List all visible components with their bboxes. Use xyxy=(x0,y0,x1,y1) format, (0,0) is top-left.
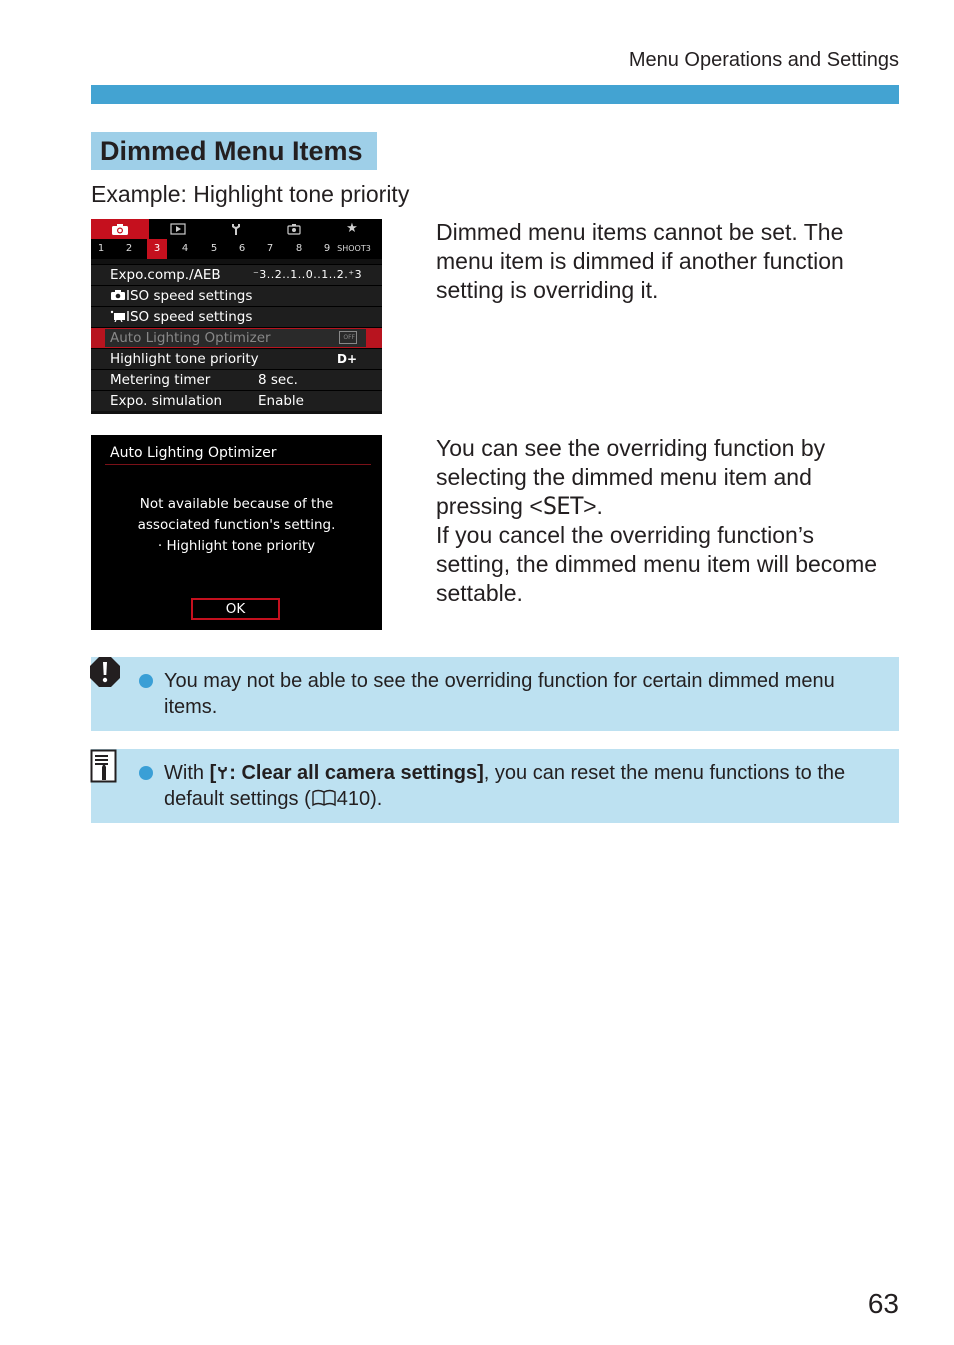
tab-playback[interactable] xyxy=(149,219,207,239)
memo-text xyxy=(164,760,884,812)
sub-tab-3[interactable]: 3 xyxy=(147,239,167,259)
exposure-scale: ⁻3..2..1..0..1..2.⁺3 xyxy=(253,268,363,281)
camera-icon xyxy=(110,289,126,301)
menu-item-highlight-tone-priority[interactable] xyxy=(91,348,382,369)
text-fragment: >. xyxy=(583,493,603,519)
menu-item-value: 8 sec. xyxy=(258,372,298,388)
menu-item-label: ISO speed settings xyxy=(126,288,253,304)
sub-tab-8[interactable]: 8 xyxy=(295,243,303,254)
dialog-message-line: associated function's setting. xyxy=(137,517,336,533)
wrench-icon xyxy=(216,765,229,781)
dialog-divider xyxy=(105,464,371,465)
menu-item-label-wrap xyxy=(110,286,252,306)
menu-item-expo-simulation[interactable] xyxy=(91,390,382,411)
camera-dialog-screen xyxy=(91,435,382,630)
paragraph-line: You can see the overriding function by xyxy=(436,435,826,461)
menu-item-label: Highlight tone priority xyxy=(110,351,259,367)
menu-item-label: Metering timer xyxy=(110,372,211,388)
tab-label: SHOOT3 xyxy=(337,244,371,253)
memo-icon xyxy=(90,749,118,783)
tab-shooting[interactable] xyxy=(91,219,149,239)
set-button-glyph: SET xyxy=(542,492,584,520)
running-header: Menu Operations and Settings xyxy=(628,49,899,71)
paragraph-overriding-function xyxy=(436,434,906,608)
book-icon xyxy=(311,789,337,807)
sub-tab-9[interactable]: 9 xyxy=(323,243,331,254)
sub-tab-4[interactable]: 4 xyxy=(181,243,189,254)
menu-item-label: Expo. simulation xyxy=(110,393,223,409)
menu-item-iso-photo[interactable] xyxy=(91,285,382,306)
text-fragment: pressing < xyxy=(436,493,543,519)
sub-tab-2[interactable]: 2 xyxy=(125,243,133,254)
paragraph-line xyxy=(436,492,906,521)
text-fragment: , you can reset the menu functions to the default settings ( xyxy=(164,762,846,810)
custom-icon xyxy=(287,223,301,235)
menu-item-value: Enable xyxy=(258,393,304,409)
menu-item-auto-lighting-optimizer[interactable] xyxy=(91,327,382,348)
text-fragment: ). xyxy=(370,788,383,810)
text-fragment: : Clear all camera settings] xyxy=(229,762,484,784)
caution-icon xyxy=(90,657,120,687)
wrench-icon xyxy=(230,223,242,236)
sub-tab-1[interactable]: 1 xyxy=(97,243,105,254)
tab-setup[interactable] xyxy=(207,219,265,239)
memo-note xyxy=(91,749,899,823)
paragraph-line: If you cancel the overriding function’s xyxy=(436,522,815,548)
dialog-message-line: · Highlight tone priority xyxy=(157,538,316,554)
sub-tab-6[interactable]: 6 xyxy=(238,243,246,254)
tab-custom-functions[interactable] xyxy=(265,219,323,239)
example-label: Example: Highlight tone priority xyxy=(91,181,410,207)
menu-item-metering-timer[interactable] xyxy=(91,369,382,390)
camera-icon xyxy=(111,223,129,236)
menu-item-expo-comp[interactable] xyxy=(91,264,382,285)
menu-item-iso-movie[interactable] xyxy=(91,306,382,327)
caution-text: You may not be able to see the overriding function for certain dimmed menu items. xyxy=(164,670,835,718)
menu-item-label: ISO speed settings xyxy=(126,309,253,325)
paragraph-line: setting, the dimmed menu item will become xyxy=(436,551,878,577)
sub-tab-row xyxy=(91,239,382,259)
dialog-title: Auto Lighting Optimizer xyxy=(110,445,277,461)
bullet-icon xyxy=(139,766,153,780)
text-fragment: With xyxy=(164,762,210,784)
sub-tab-5[interactable]: 5 xyxy=(210,243,218,254)
menu-item-label: Auto Lighting Optimizer xyxy=(110,330,271,346)
page-number: 63 xyxy=(867,1288,899,1319)
section-title: Dimmed Menu Items xyxy=(91,132,377,170)
menu-item-value: D+ xyxy=(336,352,357,366)
paragraph-dimmed-explanation: Dimmed menu items cannot be set. The menu item is dimmed if another function setting is overriding it. xyxy=(436,219,844,303)
dialog-message-line: Not available because of the xyxy=(139,496,334,512)
movie-camera-icon xyxy=(110,310,126,322)
menu-tab-bar xyxy=(91,219,382,239)
header-bar xyxy=(91,85,899,104)
tab-my-menu[interactable] xyxy=(323,219,381,239)
paragraph-line: selecting the dimmed menu item and xyxy=(436,464,812,490)
caution-note xyxy=(91,657,899,731)
paragraph-line: settable. xyxy=(436,580,523,606)
star-icon: ★ xyxy=(346,221,358,236)
text-fragment: [ xyxy=(209,762,217,784)
menu-item-label: Expo.comp./AEB xyxy=(110,267,221,283)
bullet-icon xyxy=(139,674,153,688)
menu-reference xyxy=(210,762,484,784)
sub-tab-7[interactable]: 7 xyxy=(266,243,274,254)
alo-off-icon: OFF xyxy=(339,331,357,344)
play-icon xyxy=(170,223,186,235)
page-reference[interactable]: 410 xyxy=(336,788,371,810)
ok-button[interactable]: OK xyxy=(191,598,280,620)
menu-item-label-wrap xyxy=(110,307,252,327)
camera-menu-screen xyxy=(91,219,382,414)
